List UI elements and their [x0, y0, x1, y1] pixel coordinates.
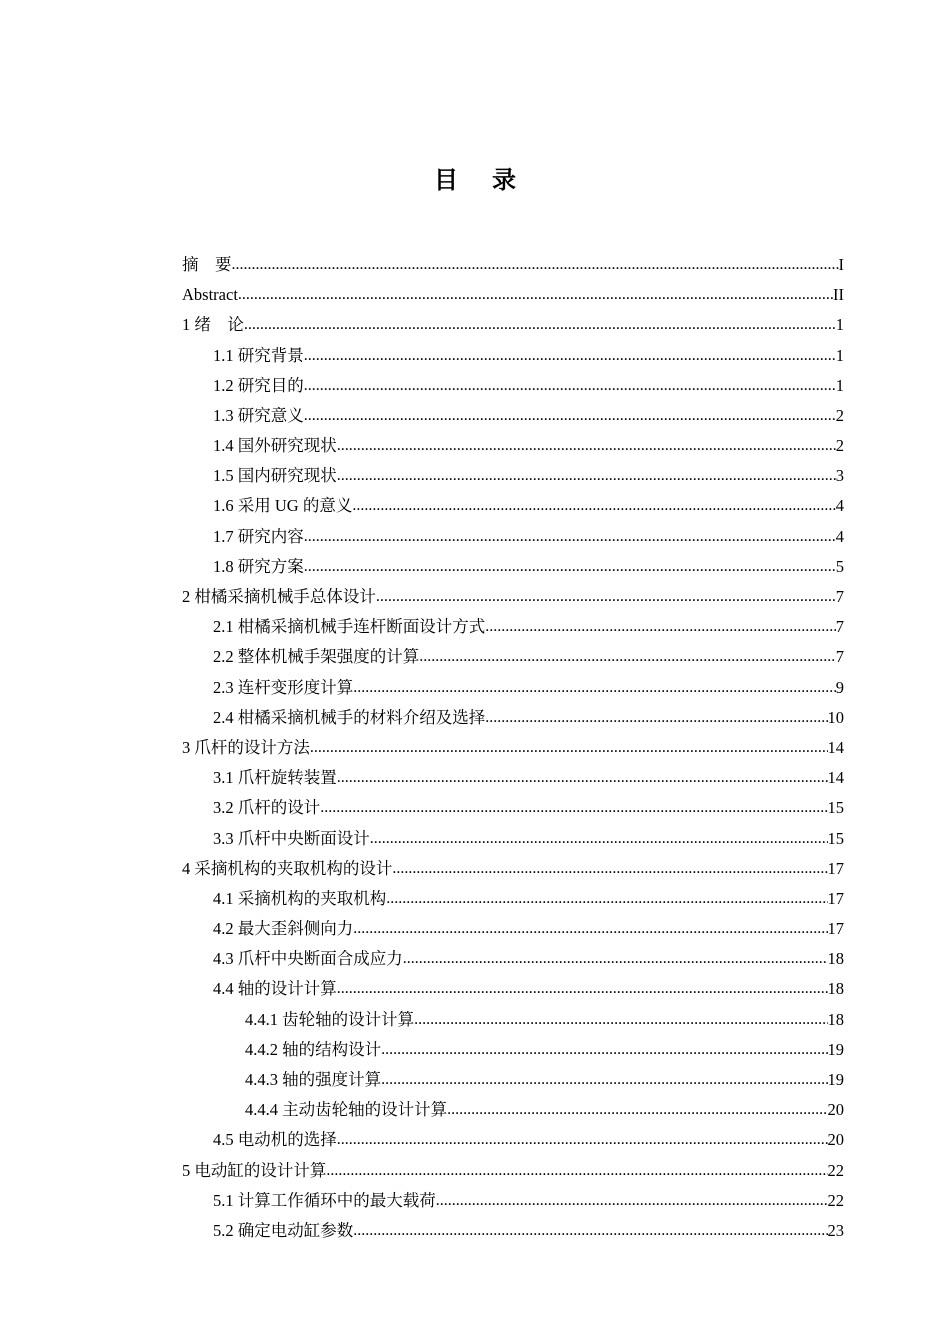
toc-entry[interactable] — [182, 703, 844, 733]
toc-dot-leader — [353, 673, 836, 703]
title-char-left: 目 — [434, 166, 458, 194]
toc-entry-label: 3.1 爪杆旋转装置 — [213, 768, 337, 788]
toc-entry-label: 摘 要 — [182, 254, 232, 274]
toc-entry[interactable] — [182, 371, 844, 401]
toc-entry[interactable] — [182, 1156, 844, 1186]
toc-dot-leader — [370, 824, 828, 854]
toc-dot-leader — [238, 280, 833, 310]
toc-entry[interactable] — [182, 733, 844, 763]
toc-entry[interactable] — [182, 1216, 844, 1246]
toc-entry-page-number: 19 — [827, 1039, 844, 1059]
toc-entry-page-number: 10 — [827, 707, 844, 727]
toc-dot-leader — [337, 974, 828, 1004]
toc-entry-label: 2.3 连杆变形度计算 — [213, 677, 354, 697]
title-char-right: 录 — [492, 166, 516, 194]
toc-entry-page-number: II — [833, 285, 844, 305]
toc-entry-page-number: 15 — [827, 828, 844, 848]
toc-entry[interactable] — [182, 280, 844, 310]
toc-entry-label: 1.1 研究背景 — [213, 345, 304, 365]
toc-entry[interactable] — [182, 1005, 844, 1035]
toc-entry[interactable] — [182, 854, 844, 884]
toc-entry[interactable] — [182, 1186, 844, 1216]
toc-dot-leader — [386, 884, 827, 914]
toc-entry-label: 3 爪杆的设计方法 — [182, 737, 310, 757]
toc-dot-leader — [337, 461, 836, 491]
toc-entry[interactable] — [182, 914, 844, 944]
toc-entry-label: 4.4 轴的设计计算 — [213, 979, 337, 999]
table-of-contents — [182, 250, 844, 1246]
toc-dot-leader — [403, 944, 828, 974]
toc-dot-leader — [381, 1035, 827, 1065]
toc-entry[interactable] — [182, 431, 844, 461]
toc-entry-page-number: 5 — [835, 556, 844, 576]
toc-dot-leader — [485, 703, 827, 733]
toc-entry-label: 2.4 柑橘采摘机械手的材料介绍及选择 — [213, 707, 486, 727]
toc-entry-label: 1.6 采用 UG 的意义 — [213, 496, 353, 516]
toc-entry-label: 1.5 国内研究现状 — [213, 466, 337, 486]
toc-entry-label: 1.8 研究方案 — [213, 556, 304, 576]
toc-entry-label: 4.4.4 主动齿轮轴的设计计算 — [245, 1100, 448, 1120]
toc-dot-leader — [304, 552, 836, 582]
toc-entry[interactable] — [182, 612, 844, 642]
toc-entry-label: 1.7 研究内容 — [213, 526, 304, 546]
toc-entry-page-number: 18 — [827, 949, 844, 969]
toc-dot-leader — [337, 763, 828, 793]
toc-entry-page-number: 7 — [835, 587, 844, 607]
toc-dot-leader — [353, 914, 827, 944]
toc-entry-label: 5.2 确定电动缸参数 — [213, 1220, 354, 1240]
toc-entry[interactable] — [182, 1125, 844, 1155]
toc-entry-page-number: I — [838, 254, 844, 274]
toc-entry[interactable] — [182, 522, 844, 552]
toc-entry[interactable] — [182, 552, 844, 582]
toc-dot-leader — [447, 1095, 827, 1125]
toc-dot-leader — [304, 522, 836, 552]
toc-entry-page-number: 23 — [827, 1220, 844, 1240]
toc-entry[interactable] — [182, 673, 844, 703]
toc-entry[interactable] — [182, 975, 844, 1005]
toc-entry-page-number: 19 — [827, 1070, 844, 1090]
toc-dot-leader — [304, 401, 836, 431]
toc-dot-leader — [337, 431, 836, 461]
toc-entry-page-number: 22 — [827, 1160, 844, 1180]
toc-entry[interactable] — [182, 884, 844, 914]
toc-dot-leader — [320, 793, 827, 823]
toc-entry-page-number: 2 — [835, 436, 844, 456]
toc-entry[interactable] — [182, 642, 844, 672]
toc-entry-page-number: 1 — [835, 345, 844, 365]
toc-entry-label: 3.2 爪杆的设计 — [213, 798, 321, 818]
toc-entry[interactable] — [182, 341, 844, 371]
toc-entry-label: 4.4.3 轴的强度计算 — [245, 1070, 382, 1090]
toc-entry[interactable] — [182, 1065, 844, 1095]
toc-entry-label: 4.5 电动机的选择 — [213, 1130, 337, 1150]
toc-entry-page-number: 18 — [827, 979, 844, 999]
toc-entry-label: 2.1 柑橘采摘机械手连杆断面设计方式 — [213, 617, 486, 637]
toc-entry-page-number: 2 — [835, 405, 844, 425]
toc-entry-label: 5 电动缸的设计计算 — [182, 1160, 327, 1180]
toc-dot-leader — [304, 341, 836, 371]
toc-entry-page-number: 1 — [835, 315, 844, 335]
toc-entry-page-number: 22 — [827, 1190, 844, 1210]
toc-dot-leader — [310, 733, 828, 763]
toc-entry-label: 4.1 采摘机构的夹取机构 — [213, 888, 387, 908]
toc-entry[interactable] — [182, 793, 844, 823]
toc-entry-label: 3.3 爪杆中央断面设计 — [213, 828, 370, 848]
toc-entry-label: 1.2 研究目的 — [213, 375, 304, 395]
toc-entry-page-number: 17 — [827, 888, 844, 908]
toc-entry-label: 4 采摘机构的夹取机构的设计 — [182, 858, 393, 878]
toc-entry-page-number: 14 — [827, 768, 844, 788]
toc-entry-label: Abstract — [182, 285, 238, 305]
toc-dot-leader — [244, 310, 836, 340]
toc-entry-page-number: 7 — [835, 617, 844, 637]
toc-dot-leader — [337, 1125, 828, 1155]
toc-entry-page-number: 7 — [835, 647, 844, 667]
toc-entry[interactable] — [182, 1095, 844, 1125]
toc-entry-label: 4.3 爪杆中央断面合成应力 — [213, 949, 403, 969]
toc-entry[interactable] — [182, 492, 844, 522]
toc-entry-label: 1.4 国外研究现状 — [213, 436, 337, 456]
toc-entry[interactable] — [182, 763, 844, 793]
toc-entry[interactable] — [182, 824, 844, 854]
toc-dot-leader — [485, 612, 836, 642]
toc-entry[interactable] — [182, 250, 844, 280]
toc-entry-page-number: 20 — [827, 1130, 844, 1150]
toc-entry-page-number: 17 — [827, 858, 844, 878]
toc-entry-label: 5.1 计算工作循环中的最大载荷 — [213, 1190, 436, 1210]
toc-dot-leader — [352, 491, 835, 521]
toc-dot-leader — [353, 1216, 827, 1246]
toc-entry-page-number: 14 — [827, 737, 844, 757]
toc-entry-label: 1.3 研究意义 — [213, 405, 304, 425]
toc-entry-page-number: 4 — [835, 526, 844, 546]
toc-entry-label: 2.2 整体机械手架强度的计算 — [213, 647, 420, 667]
toc-dot-leader — [304, 371, 836, 401]
toc-entry-label: 4.2 最大歪斜侧向力 — [213, 919, 354, 939]
page-title — [0, 160, 950, 195]
toc-entry[interactable] — [182, 582, 844, 612]
toc-entry-page-number: 18 — [827, 1009, 844, 1029]
toc-entry[interactable] — [182, 401, 844, 431]
toc-entry-page-number: 17 — [827, 919, 844, 939]
toc-dot-leader — [392, 854, 827, 884]
toc-entry[interactable] — [182, 461, 844, 491]
toc-dot-leader — [436, 1186, 828, 1216]
toc-dot-leader — [381, 1065, 827, 1095]
toc-entry-label: 2 柑橘采摘机械手总体设计 — [182, 587, 376, 607]
toc-entry-page-number: 9 — [835, 677, 844, 697]
toc-entry-label: 4.4.2 轴的结构设计 — [245, 1039, 382, 1059]
toc-entry-page-number: 20 — [827, 1100, 844, 1120]
toc-entry-page-number: 15 — [827, 798, 844, 818]
toc-dot-leader — [376, 582, 836, 612]
toc-entry[interactable] — [182, 1035, 844, 1065]
toc-dot-leader — [326, 1156, 827, 1186]
toc-dot-leader — [414, 1005, 827, 1035]
toc-dot-leader — [232, 250, 839, 280]
toc-dot-leader — [419, 642, 836, 672]
toc-entry-label: 4.4.1 齿轮轴的设计计算 — [245, 1009, 415, 1029]
toc-entry[interactable] — [182, 944, 844, 974]
toc-entry-page-number: 1 — [835, 375, 844, 395]
toc-entry-page-number: 3 — [835, 466, 844, 486]
toc-entry[interactable] — [182, 310, 844, 340]
toc-entry-label: 1 绪 论 — [182, 315, 244, 335]
toc-entry-page-number: 4 — [835, 496, 844, 516]
